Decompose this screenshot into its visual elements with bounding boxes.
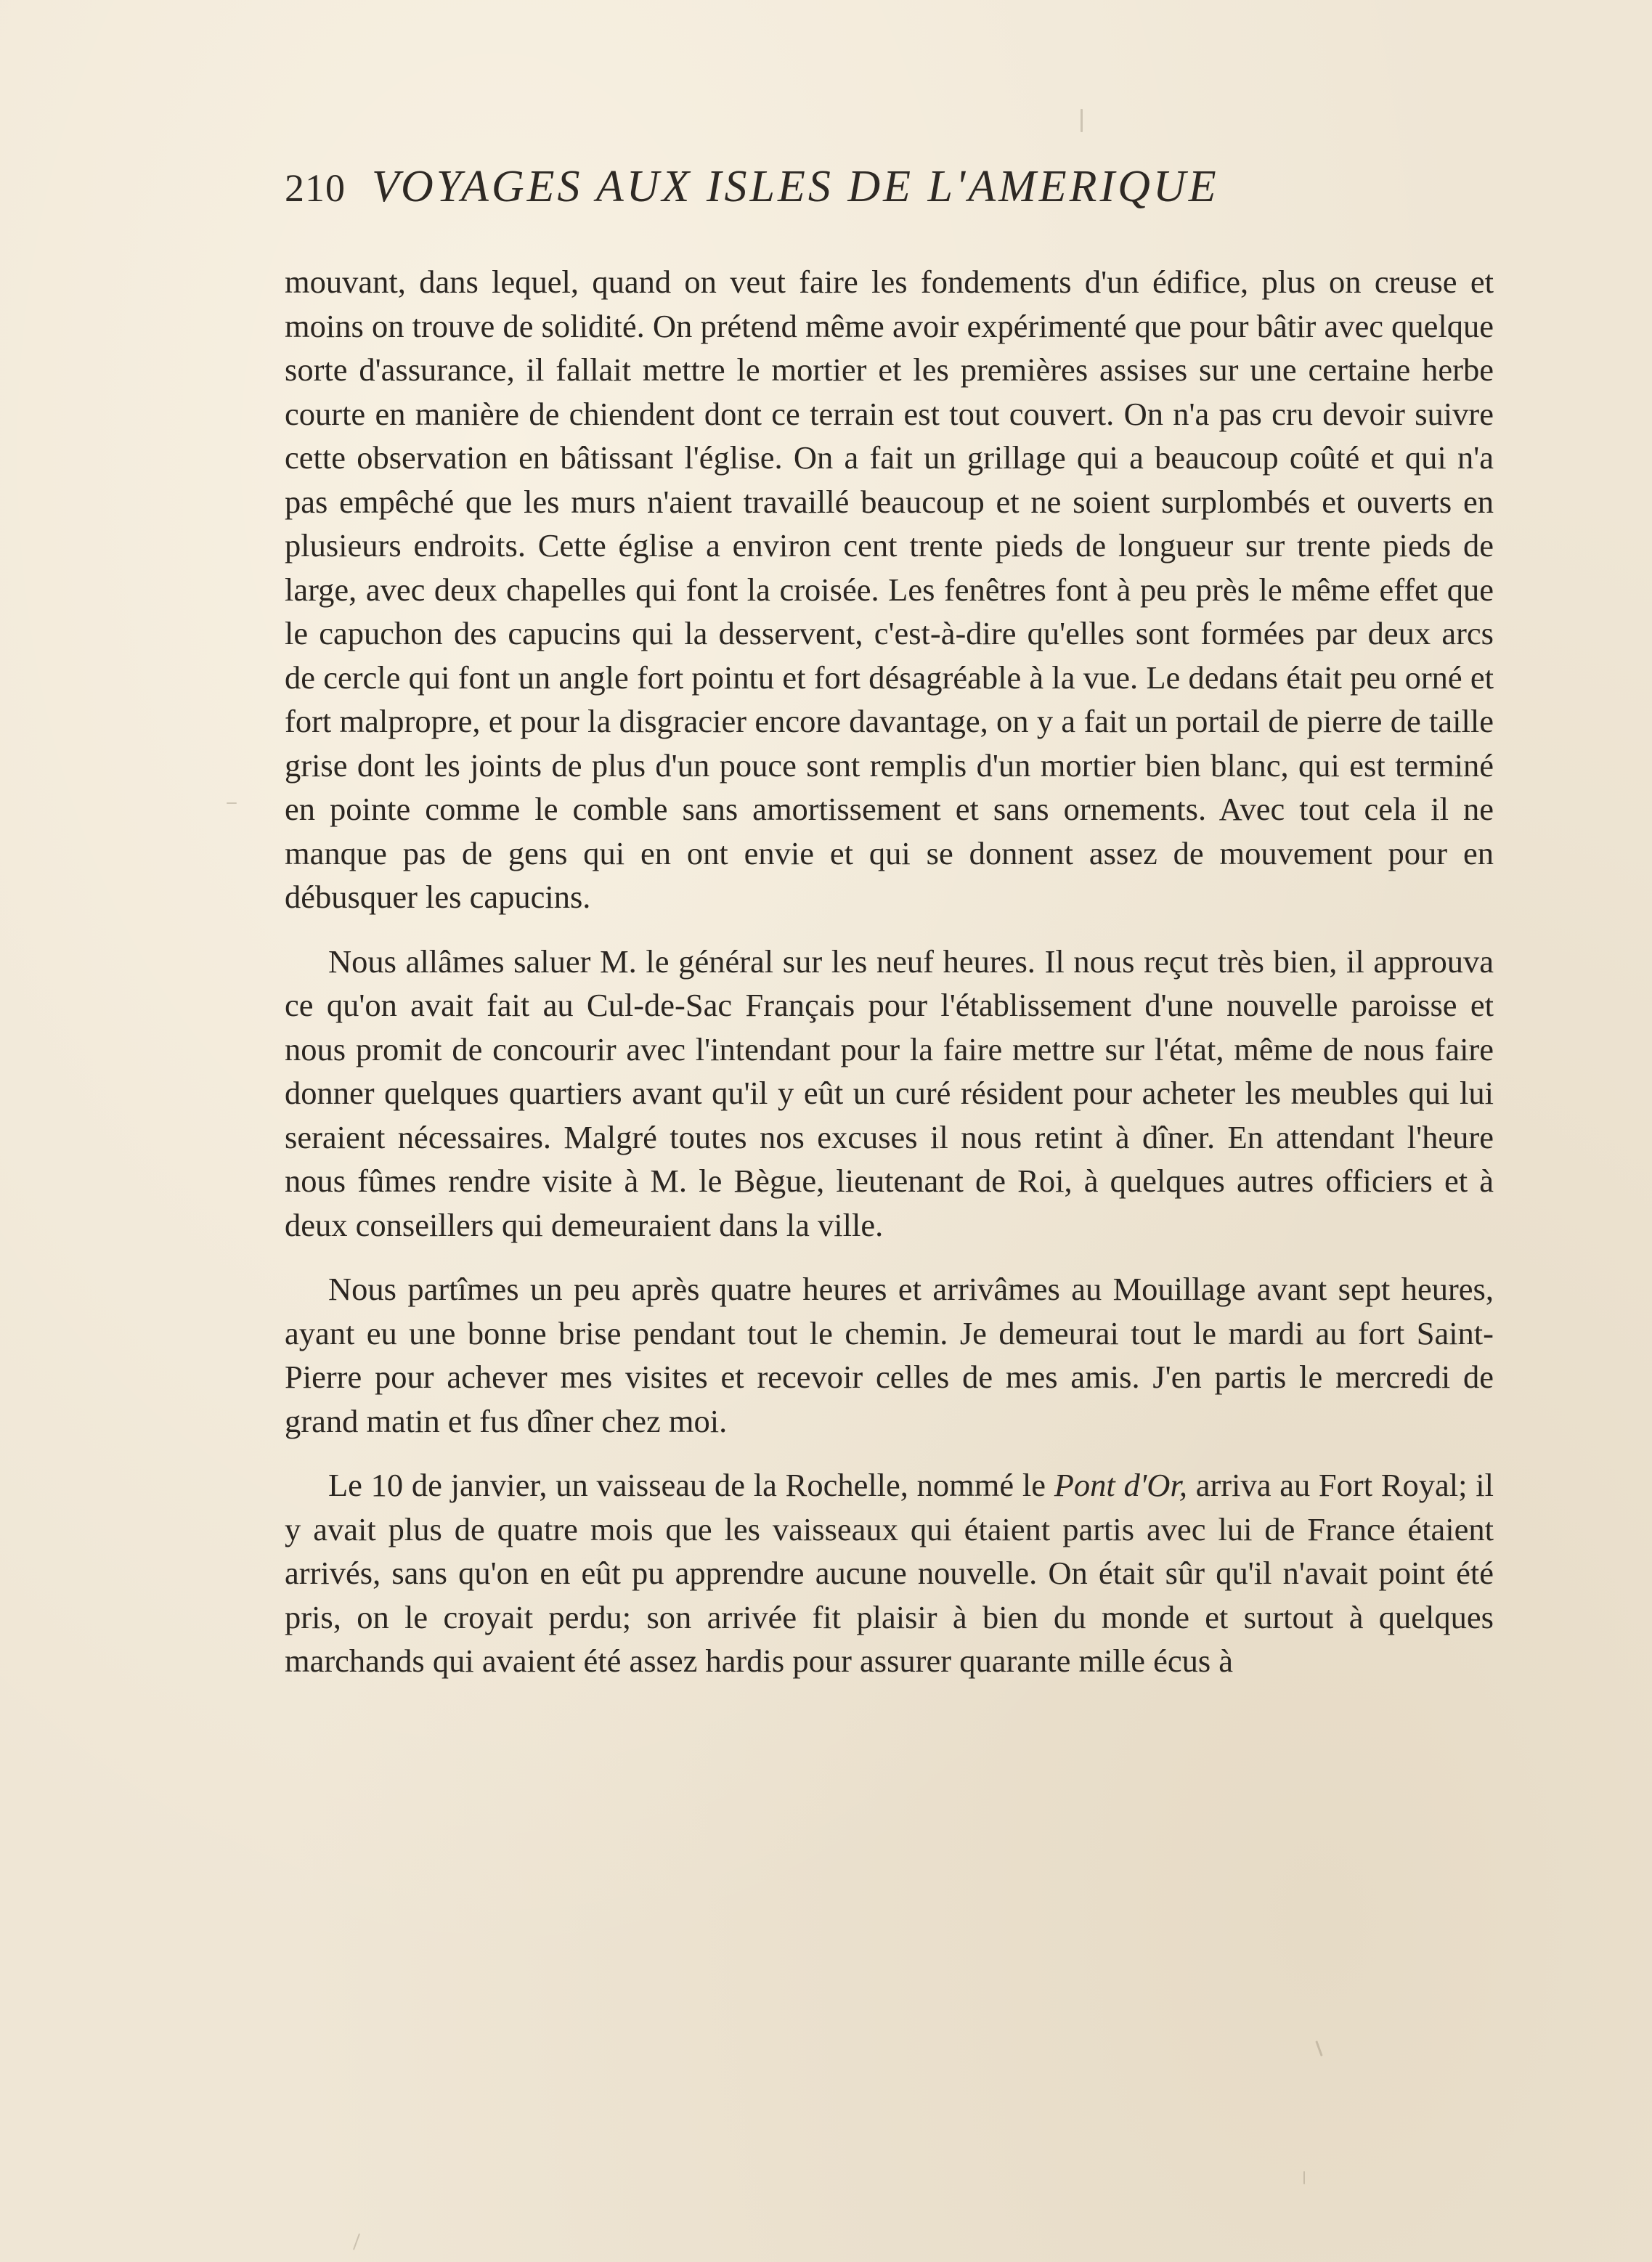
paper-speck	[1081, 109, 1083, 132]
paragraph-3: Nous partîmes un peu après quatre heures et arrivâmes au Mouillage avant sept heures, ayant eu une bonne brise pendant tout le chemin. Je demeurai tout le mardi au fort Saint-Pierre pour achever mes visites et recevoir celles de mes amis. J'en partis le mercredi de grand matin et fus dîner chez moi.	[285, 1271, 1494, 1439]
paper-speck	[227, 802, 237, 804]
paragraph-2: Nous allâmes saluer M. le général sur les neuf heures. Il nous reçut très bien, il approuva ce qu'on avait fait au Cul-de-Sac Français pour l'établissement d'une nouvelle paroisse et nous promit de concourir avec l'intendant pour la faire mettre sur l'état, même de nous faire donner quelques quartiers avant qu'il y eût un curé résident pour acheter les meubles qui lui seraient nécessaires. Malgré toutes nos excuses il nous retint à dîner. En attendant l'heure nous fûmes rendre visite à M. le Bègue, lieutenant de Roi, à quelques autres officiers et à deux conseillers qui demeuraient dans la ville.	[285, 943, 1494, 1243]
paragraph-4-start: Le 10 de janvier, un vaisseau de la Rochelle, nommé le	[328, 1467, 1054, 1503]
paper-speck	[1315, 2041, 1322, 2056]
running-title: VOYAGES AUX ISLES DE L'AMERIQUE	[372, 162, 1219, 211]
paper-speck	[353, 2233, 360, 2250]
body-text	[285, 260, 1494, 1683]
paragraph-4	[285, 1463, 1494, 1683]
page-header	[285, 161, 1505, 227]
ship-name: Pont d'Or,	[1054, 1467, 1187, 1503]
paragraph-1: mouvant, dans lequel, quand on veut faire les fondements d'un édifice, plus on creuse et moins on trouve de solidité. On prétend même avoir expérimenté que pour bâtir avec quelque sorte d'assurance, il fallait mettre le mortier et les premières assises sur une certaine herbe courte en manière de chiendent dont ce terrain est tout couvert. On n'a pas cru devoir suivre cette observation en bâtissant l'église. On a fait un grillage qui a beaucoup coûté et qui n'a pas empêché que les murs n'aient travaillé beaucoup et ne soient surplombés et ouverts en plusieurs endroits. Cette église a environ cent trente pieds de longueur sur trente pieds de large, avec deux chapelles qui font la croisée. Les fenêtres font à peu près le même effet que le capuchon des capucins qui la desservent, c'est-à-dire qu'elles sont formées par deux arcs de cercle qui font un angle fort pointu et fort désagréable à la vue. Le dedans était peu orné et fort malpropre, et pour la disgracier encore davantage, on y a fait un portail de pierre de taille grise dont les joints de plus d'un pouce sont remplis d'un mortier bien blanc, qui est terminé en pointe comme le comble sans amortissement et sans ornements. Avec tout cela il ne manque pas de gens qui en ont envie et qui se donnent assez de mouvement pour en débusquer les capucins.	[285, 264, 1494, 915]
page-number: 210	[285, 166, 346, 210]
paper-speck	[1303, 2171, 1305, 2184]
paragraph-4-end: arriva au Fort Royal; il y avait plus de quatre mois que les vaisseaux qui étaient partis avec lui de France étaient arrivés, sans qu'on en eût pu apprendre aucune nouvelle. On était sûr qu'il n'avait point été pris, on le croyait perdu; son arrivée fit plaisir à bien du monde et surtout à quelques marchands qui avaient été assez hardis pour assurer quarante mille écus à	[285, 1467, 1494, 1679]
